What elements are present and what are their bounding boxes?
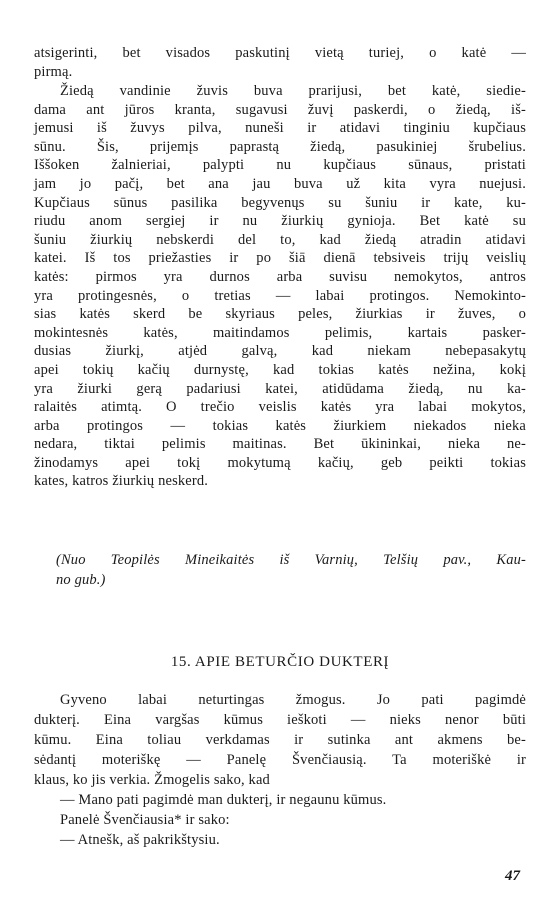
text-line: katės: pirmos yra durnos arba suvisu nemokytos, antros <box>34 268 526 285</box>
text-line: yra žiurki gerą padariusi katei, atidūdama žiedą, nu ka- <box>34 380 526 397</box>
text-line: žinodamys apei tokį mokytumą kačių, geb peikti tokias <box>34 454 526 471</box>
text-line: klaus, ko jis verkia. Žmogelis sako, kad <box>34 772 270 788</box>
text-line: katei. Iš tos priežasties ir po šiā dienā tebsiveis trijų veislių <box>34 250 526 267</box>
text-line: apei tokių kačių durnystę, kad tokias katės nežina, kokį <box>34 361 526 378</box>
dialogue-line: — Atnešk, aš pakrikštysiu. <box>60 832 220 848</box>
dialogue-line: Panelė Švenčiausia* ir sako: <box>60 812 230 828</box>
story-opening <box>34 690 526 850</box>
text-line: yra protingesnės, o tretias — labai protingos. Nemokinto- <box>34 287 526 304</box>
text-line: šuniu žiurkių nebskerdi del to, kad žiedą atradin atidavi <box>34 231 526 248</box>
text-line: Gyveno labai neturtingas žmogus. Jo pati pagimdė <box>60 692 526 708</box>
dialogue-line: — Mano pati pagimdė man dukterį, ir negaunu kūmus. <box>60 792 387 808</box>
text-line: Žiedą vandinie žuvis buva prarijusi, bet katė, siedie- <box>60 83 526 99</box>
text-line: Iššoken žalnieriai, palypti nu kupčiaus sūnaus, pristati <box>34 157 526 174</box>
text-line: ralaitės atimtą. O trečio veislis katės yra labai mokytos, <box>34 399 526 416</box>
story-heading: 15. APIE BETURČIO DUKTERĮ <box>170 654 390 670</box>
text-line: atsigerinti, bet visados paskutinį vietą turiej, o katė — <box>34 45 526 61</box>
text-line: dukterį. Eina vargšas kūmus ieškoti — nieks nenor būti <box>34 712 526 728</box>
paragraph-continued <box>34 44 526 81</box>
text-line: jam jo pačį, bet ana jau buva už kita vyra nuejusi. <box>34 175 526 192</box>
text-line: pirmą. <box>34 63 73 80</box>
text-line: riudu anom sergiej ir nu žiurkių gynioja. Bet katė su <box>34 213 526 230</box>
text-line: jemusi iš žuvys pilva, nuneši ir atidavi tinginiu kupčiaus <box>34 120 526 137</box>
dialogue <box>34 790 526 850</box>
text-line: no gub.) <box>56 572 106 588</box>
text-line: sėdantį moteriškę — Panelę Švenčiausią. Ta moteriškė ir <box>34 752 526 768</box>
source-note <box>56 550 526 590</box>
text-line: sūnu. Šis, prijemįs paprastą žiedą, pasukiniej šrubelius. <box>34 138 526 155</box>
text-line: nedara, tiktai pelimis maitinas. Bet ūkininkai, nieka ne- <box>34 436 526 453</box>
text-line: (Nuo Teopilės Mineikaitės iš Varnių, Telšių pav., Kau- <box>56 552 526 568</box>
text-line: arba protingos — tokias katės žiurkiem niekados nieka <box>34 417 526 434</box>
page-number: 47 <box>505 868 520 884</box>
text-line: mokintesnės katės, maitindamos pelimis, kartais pasker- <box>34 324 526 341</box>
text-line: dama ant jūros kranta, sugavusi žuvį paskerdi, o žiedą, iš- <box>34 101 526 118</box>
text-line: sias katės skerd be skyriaus peles, žiurkias ir žuves, o <box>34 306 526 323</box>
text-line: kūmu. Eina toliau verkdamas ir sutinka ant akmens be- <box>34 732 526 748</box>
text-line: dusias žiurkį, atjėd galvą, kad niekam nebepasakytų <box>34 343 526 360</box>
text-line: Kupčiaus sūnus pasilika begyvenųs su šuniu ir kate, ku- <box>34 194 526 211</box>
paragraph-ring-story <box>34 82 526 491</box>
text-line: kates, katros žiurkių neskerd. <box>34 473 209 490</box>
